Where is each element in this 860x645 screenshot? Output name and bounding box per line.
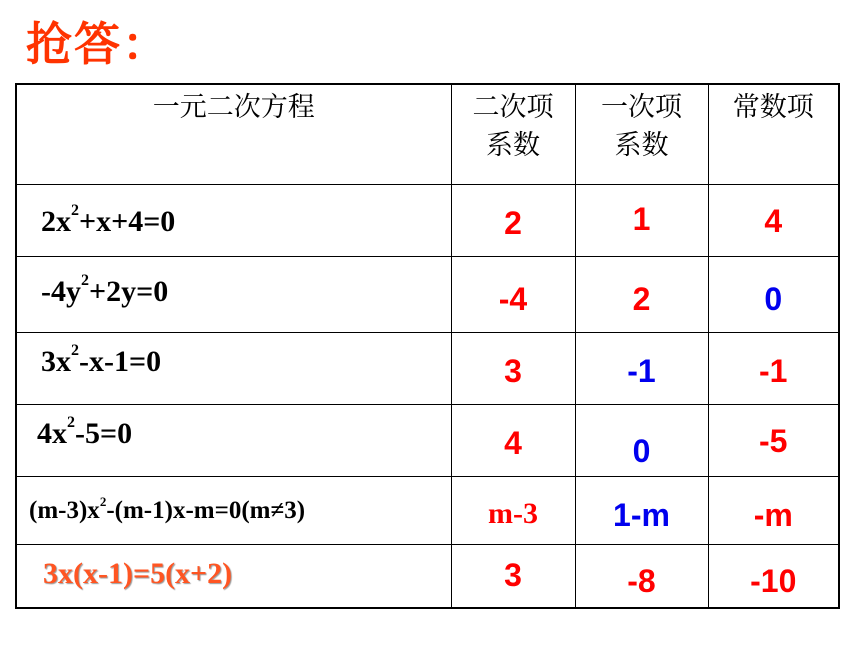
constant-term-value: -1 [759,352,788,389]
quadratic-coefficient-value: m-3 [488,496,538,530]
linear-coefficient-value: 1-m [613,496,670,533]
linear-coefficient-value: 2 [632,280,651,317]
equation-exponent: 2 [71,341,79,359]
equation-part: (m-3)x [29,496,100,524]
header-constant-term [708,84,839,184]
equation-text [29,493,306,525]
equation-cell [16,332,451,404]
equation-exponent: 2 [81,271,89,289]
header-quadratic-coefficient [451,84,575,184]
table-row [16,256,839,332]
equation-text [37,413,133,451]
coefficient-table [15,83,840,609]
equation-exponent: 2 [67,413,75,431]
equation-cell [16,184,451,256]
header-linear-coefficient [575,84,708,184]
equation-part: -(m-1)x-m=0(m≠3) [106,496,306,524]
header-row [16,84,839,184]
quadratic-coefficient-cell [451,184,575,256]
quadratic-coefficient-cell [451,544,575,608]
constant-term-value: -m [753,496,793,533]
equation-exponent: 2 [71,201,79,219]
table-row [16,184,839,256]
constant-term-value: 0 [764,280,783,317]
linear-coefficient-cell [575,404,708,476]
equation-text [41,201,176,239]
table-row [16,544,839,608]
linear-coefficient-value: 1 [632,200,651,237]
quadratic-coefficient-cell [451,256,575,332]
header-linear-line2: 系数 [614,130,669,161]
equation-part: 3x [41,344,71,378]
quadratic-coefficient-value: 2 [504,204,522,241]
equation-exponent: 2 [99,493,107,509]
equation-cell [16,544,451,608]
quadratic-coefficient-value: -4 [498,280,528,317]
equation-part: 2x [41,204,71,238]
linear-coefficient-cell [575,184,708,256]
header-constant-label: 常数项 [732,92,814,123]
constant-term-cell [708,256,839,332]
header-quadratic-line1: 二次项 [472,92,554,123]
equation-part: +x+4=0 [79,204,176,238]
linear-coefficient-cell [575,476,708,544]
linear-coefficient-cell [575,544,708,608]
header-quadratic-line2: 系数 [486,130,540,161]
equation-part: -x-1=0 [79,344,162,378]
linear-coefficient-value: -1 [627,352,656,389]
quadratic-coefficient-value: 4 [504,424,522,461]
linear-coefficient-cell [575,256,708,332]
header-equation [16,84,451,184]
equation-part: 4x [37,416,67,450]
table-row [16,476,839,544]
table-row [16,404,839,476]
linear-coefficient-value: -8 [627,562,656,599]
linear-coefficient-cell [575,332,708,404]
constant-term-cell [708,544,839,608]
equation-part: -4y [41,274,81,308]
equation-text: 3x(x-1)=5(x+2) [43,556,233,590]
quadratic-coefficient-cell [451,476,575,544]
quadratic-coefficient-value: 3 [504,352,522,389]
table-row [16,332,839,404]
quadratic-coefficient-value: 3 [504,556,522,593]
constant-term-value: 4 [764,202,783,239]
header-linear-line1: 一次项 [601,92,682,123]
equation-cell [16,256,451,332]
equation-cell [16,404,451,476]
constant-term-cell [708,476,839,544]
equation-cell [16,476,451,544]
equation-part: -5=0 [75,416,133,450]
constant-term-cell [708,184,839,256]
equation-text [41,341,162,379]
constant-term-value: -10 [750,562,797,599]
quadratic-coefficient-cell [451,404,575,476]
header-equation-label: 一元二次方程 [152,92,315,123]
constant-term-cell [708,332,839,404]
linear-coefficient-value: 0 [632,432,651,469]
constant-term-value: -5 [759,422,788,459]
page-title: 抢答： [26,17,170,71]
equation-part: +2y=0 [89,274,169,308]
constant-term-cell [708,404,839,476]
quadratic-coefficient-cell [451,332,575,404]
equation-text [41,271,169,309]
